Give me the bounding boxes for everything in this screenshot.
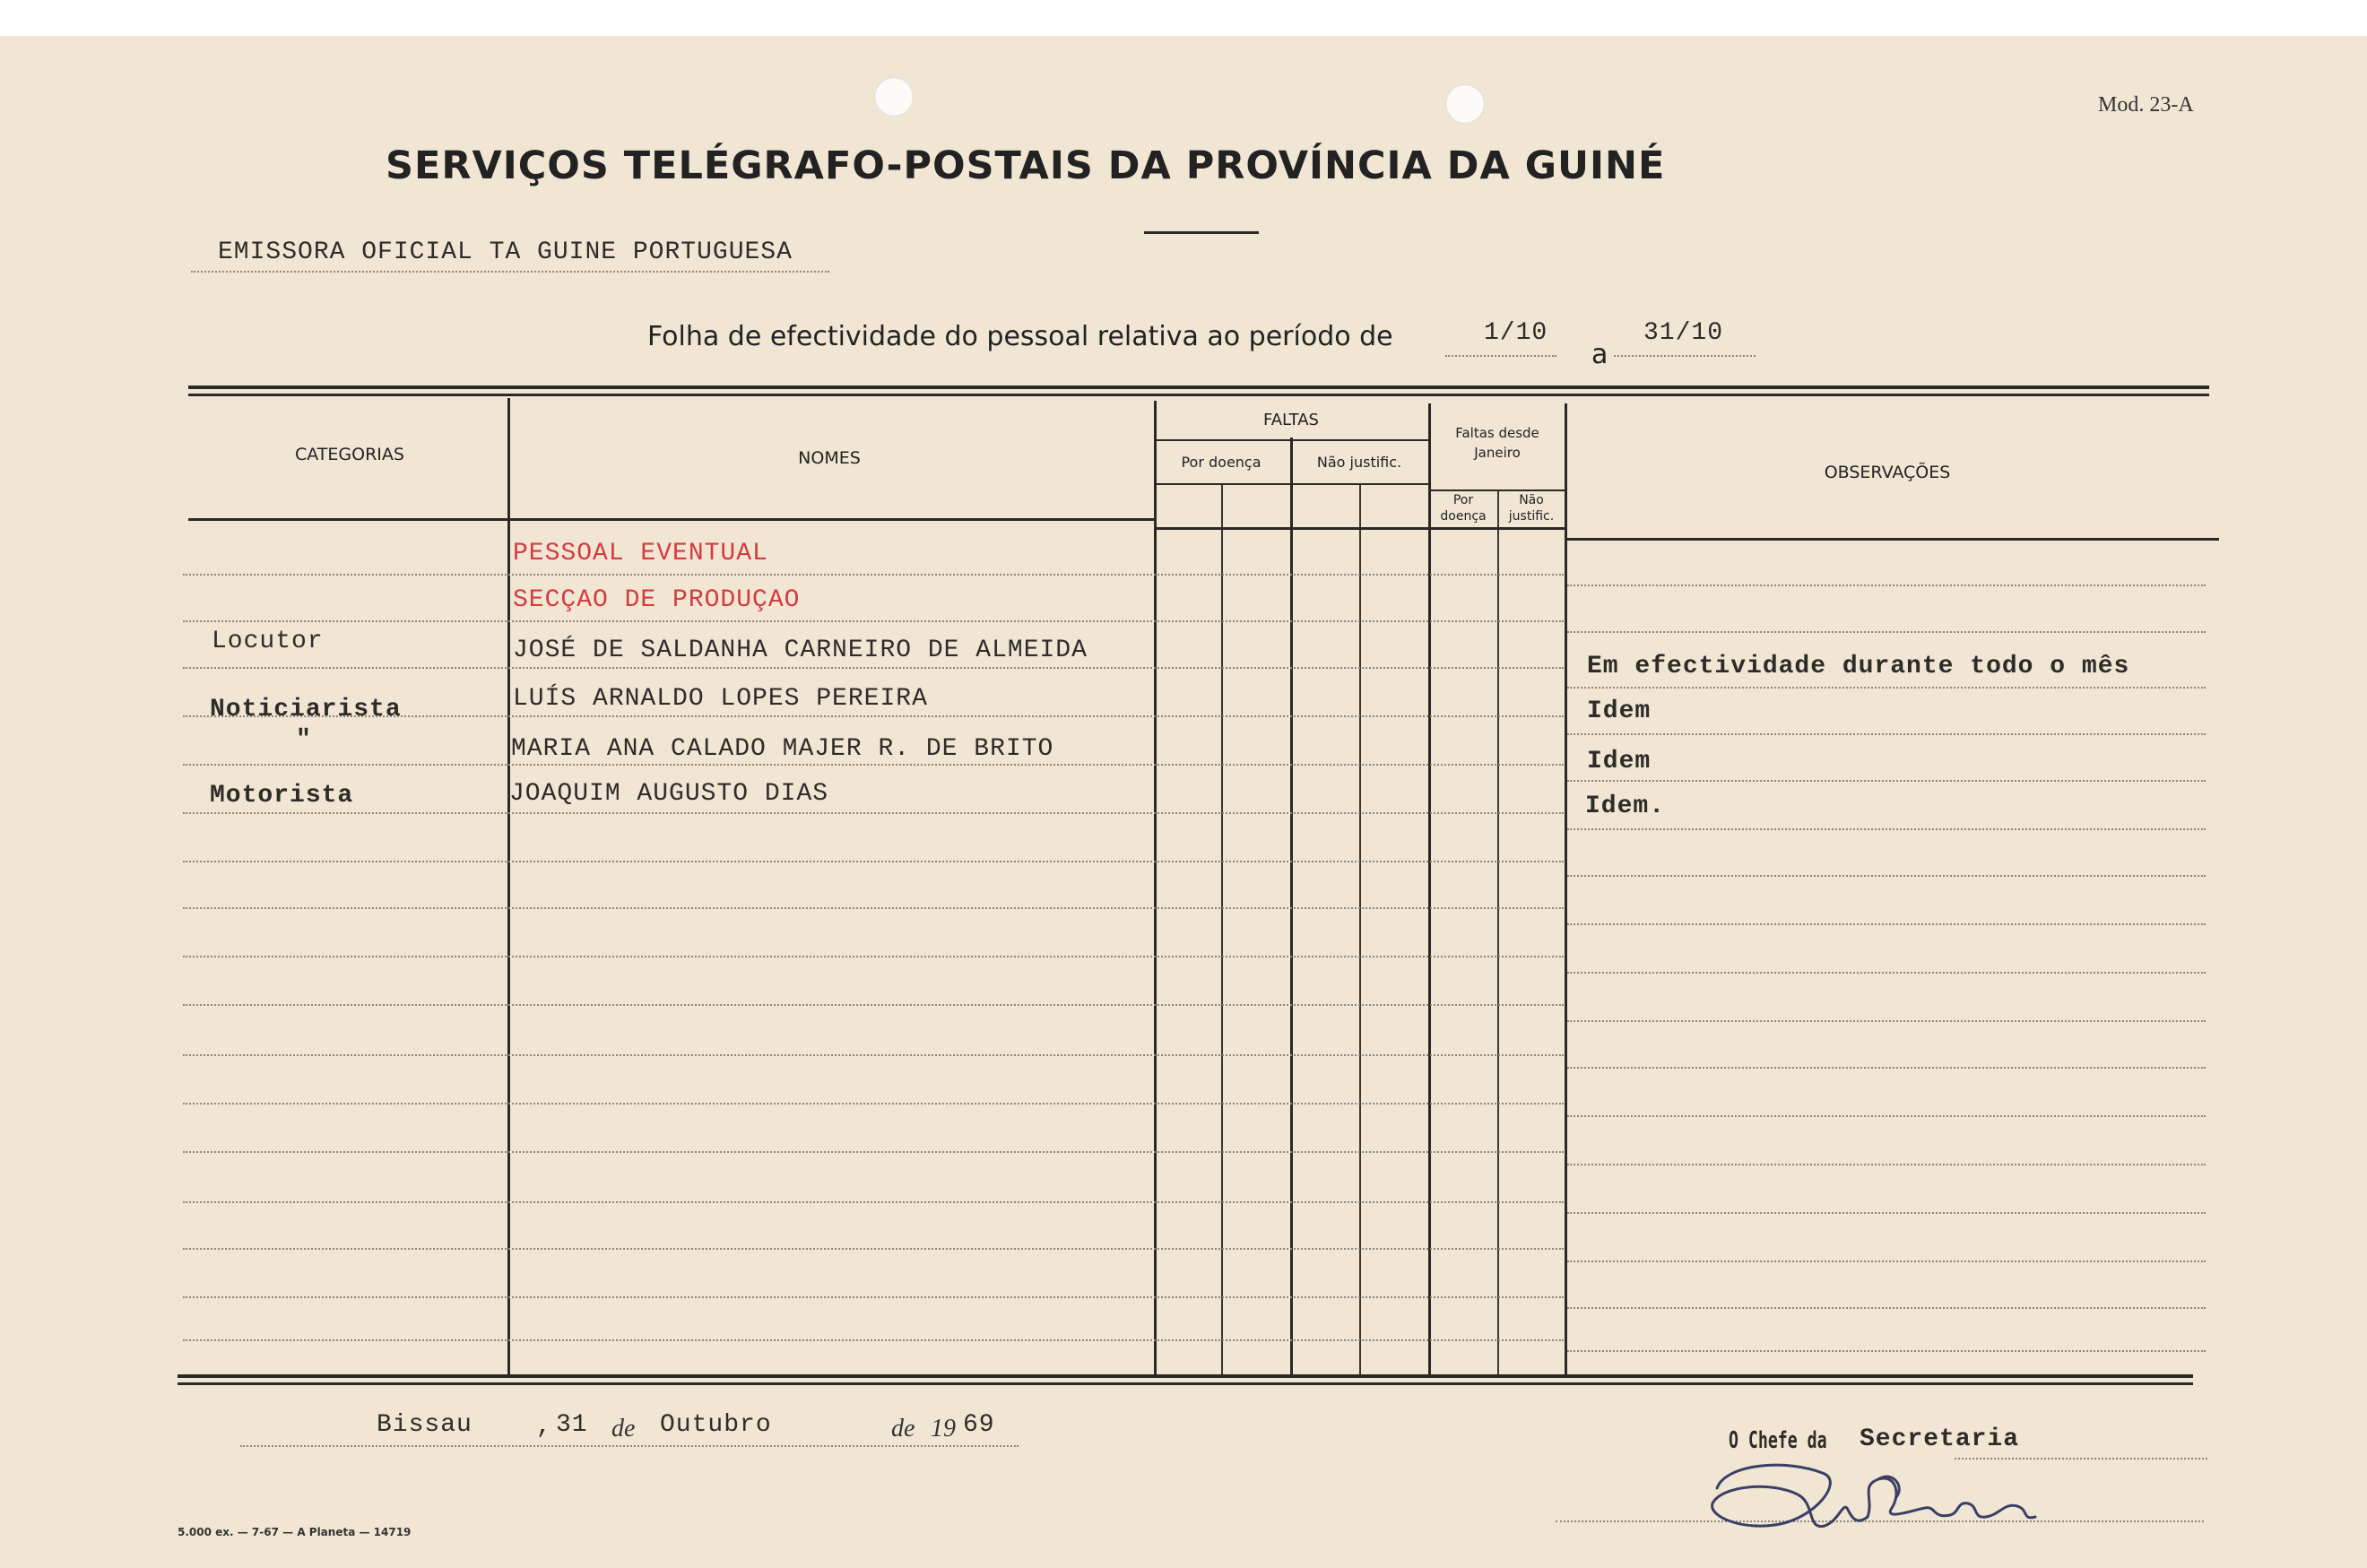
table-top-rule: [188, 386, 2209, 389]
period-from-underline: [1445, 355, 1556, 357]
row-rule: [183, 667, 1564, 669]
station-underline: [191, 271, 829, 273]
row-categoria: Noticiarista: [210, 696, 402, 723]
signature: [1690, 1454, 2049, 1553]
period-to: 31/10: [1643, 319, 1724, 347]
row-observacao: Em efectividade durante todo o mês: [1587, 653, 2130, 680]
faltas-header-rule: [1154, 439, 1428, 441]
header-faltas-desde-line2: Janeiro: [1474, 445, 1521, 461]
row-rule: [1567, 1350, 2206, 1352]
section-label: PESSOAL EVENTUAL: [513, 540, 768, 567]
header-nomes: NOMES: [798, 448, 861, 468]
row-rule: [1567, 780, 2206, 782]
col-sep-faltas-4: [1428, 403, 1431, 1375]
section-label: SECÇAO DE PRODUÇAO: [513, 586, 801, 614]
punch-hole-right: [1445, 84, 1485, 124]
faltas-sub-rule: [1154, 483, 1428, 485]
row-rule: [183, 1151, 1564, 1153]
header-sub-por-line2: doença: [1440, 509, 1487, 524]
station-name: EMISSORA OFICIAL TA GUINE PORTUGUESA: [218, 238, 793, 266]
header-por-doenca: Por doença: [1181, 454, 1262, 471]
header-sub-por-line1: Por: [1452, 493, 1474, 507]
footer-de-1: de: [611, 1415, 636, 1442]
row-rule: [183, 1103, 1564, 1105]
row-rule: [183, 764, 1564, 766]
form-sheet: [0, 36, 2367, 1568]
punch-hole-left: [874, 77, 914, 117]
row-nome: LUÍS ARNALDO LOPES PEREIRA: [513, 685, 928, 713]
row-rule: [183, 861, 1564, 862]
row-rule: [1567, 733, 2206, 735]
row-categoria: ": [296, 726, 312, 754]
row-rule: [1567, 1164, 2206, 1165]
table-bottom-rule: [178, 1374, 2193, 1378]
row-rule: [183, 1054, 1564, 1056]
row-rule: [1567, 1260, 2206, 1262]
row-rule: [183, 956, 1564, 957]
period-label: Folha de efectividade do pessoal relativa ao período de: [647, 321, 1393, 352]
row-rule: [183, 1296, 1564, 1298]
col-sep-obs: [1565, 403, 1567, 1375]
row-nome: JOSÉ DE SALDANHA CARNEIRO DE ALMEIDA: [513, 637, 1088, 664]
row-rule: [1567, 828, 2206, 830]
printer-info: 5.000 ex. — 7-67 — A Planeta — 14719: [178, 1526, 412, 1538]
model-code: Mod. 23-A: [2098, 93, 2194, 117]
header-nao-justific: Não justific.: [1316, 454, 1402, 471]
faltas-desde-rule: [1428, 489, 1565, 491]
date-underline: [240, 1445, 1019, 1447]
row-rule: [1567, 585, 2206, 586]
footer-year-prefix: 19: [931, 1415, 956, 1442]
footer-year-suffix: 69: [963, 1411, 995, 1439]
table-top-rule-2: [188, 394, 2209, 396]
row-rule: [1567, 1020, 2206, 1022]
header-sub-nao-line2: justific.: [1508, 509, 1555, 524]
row-rule: [183, 812, 1564, 814]
table-bottom-rule-2: [178, 1382, 2193, 1385]
period-to-underline: [1614, 355, 1756, 357]
header-faltas-desde-line1: Faltas desde: [1455, 425, 1539, 441]
footer-place: Bissau: [377, 1411, 473, 1439]
row-rule: [183, 1248, 1564, 1250]
row-rule: [1567, 631, 2206, 633]
row-rule: [183, 1339, 1564, 1341]
header-observacoes: OBSERVAÇÕES: [1824, 463, 1951, 482]
row-rule: [1567, 875, 2206, 877]
row-rule: [1567, 1067, 2206, 1069]
period-sep: a: [1591, 339, 1608, 370]
row-rule: [1567, 972, 2206, 974]
footer-day: 31: [556, 1411, 588, 1439]
row-categoria: Locutor: [212, 628, 324, 655]
row-categoria: Motorista: [210, 782, 354, 810]
col-sep-faltas-1: [1221, 485, 1223, 1374]
chief-dept: Secretaria: [1860, 1425, 2020, 1453]
row-rule: [1567, 923, 2206, 925]
row-rule: [1567, 1115, 2206, 1117]
row-rule: [183, 907, 1564, 909]
header-bottom-rule-left: [188, 518, 1157, 521]
col-sep-categorias: [507, 398, 510, 1375]
col-sep-faltas-desde: [1497, 491, 1499, 1374]
row-rule: [1567, 1212, 2206, 1214]
row-rule: [183, 620, 1564, 622]
row-nome: JOAQUIM AUGUSTO DIAS: [509, 780, 829, 808]
col-sep-faltas-3: [1359, 485, 1361, 1374]
header-faltas: FALTAS: [1263, 411, 1319, 429]
row-rule: [183, 574, 1564, 576]
footer-de-2: de: [891, 1415, 915, 1442]
row-nome: MARIA ANA CALADO MAJER R. DE BRITO: [511, 735, 1054, 763]
chief-label: O Chefe da: [1729, 1427, 1827, 1454]
col-sep-faltas-2: [1290, 437, 1293, 1375]
row-rule: [1567, 687, 2206, 689]
col-sep-nomes: [1154, 401, 1157, 1376]
footer-comma: ,: [536, 1413, 552, 1441]
period-from: 1/10: [1484, 319, 1548, 347]
row-observacao: Idem.: [1585, 793, 1666, 820]
row-rule: [1567, 1307, 2206, 1309]
row-observacao: Idem: [1587, 748, 1652, 775]
header-sub-nao-line1: Não: [1519, 493, 1544, 507]
title-rule: [1144, 231, 1259, 234]
header-bottom-rule-mid: [1154, 527, 1565, 530]
form-title: SERVIÇOS TELÉGRAFO-POSTAIS DA PROVÍNCIA DA GUINÉ: [386, 143, 1666, 188]
header-bottom-rule-right: [1565, 538, 2219, 541]
row-rule: [183, 1201, 1564, 1203]
row-rule: [183, 1004, 1564, 1006]
footer-month: Outubro: [660, 1411, 772, 1439]
header-categorias: CATEGORIAS: [295, 445, 404, 464]
row-observacao: Idem: [1587, 697, 1652, 725]
